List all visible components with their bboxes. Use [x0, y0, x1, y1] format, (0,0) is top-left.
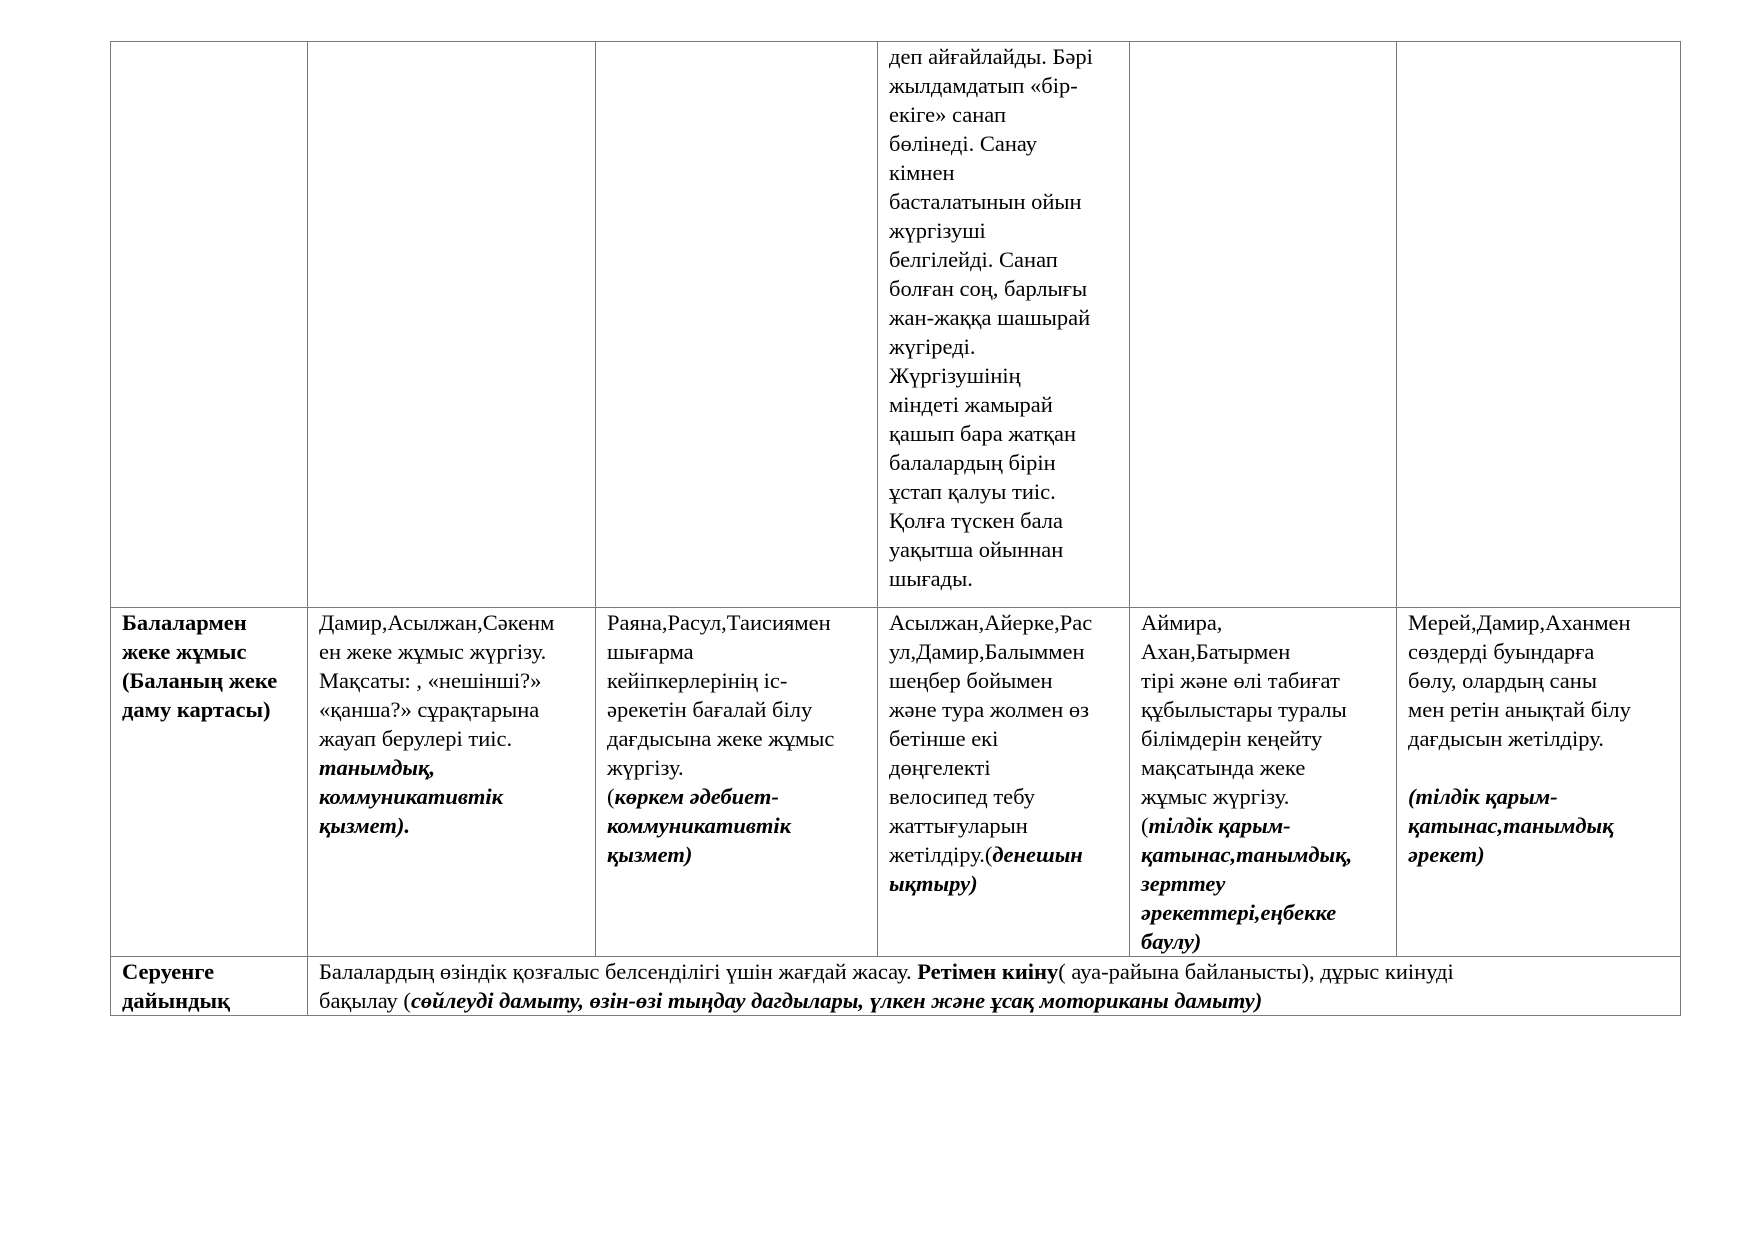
cell-empty [1397, 42, 1681, 608]
text-line: шығарма [607, 639, 694, 664]
activity-tag-line [889, 840, 1119, 869]
cell-empty [1130, 42, 1397, 608]
text-line: бетінше екі [889, 726, 999, 751]
text-line: ул,Дамир,Балыммен [889, 639, 1085, 664]
text-line: жүгіреді. [889, 334, 976, 359]
activity-tag: көркем әдебиет- [614, 784, 779, 809]
text-line: құбылыстары туралы [1141, 697, 1347, 722]
text-fragment: ( ауа-райына байланысты), дұрыс киінуді [1058, 959, 1454, 984]
activity-tag-line [1141, 811, 1386, 840]
activity-tag: қатынас,танымдық [1408, 813, 1614, 838]
text-line: Жүргізушінің [889, 363, 1021, 388]
activity-tag: қызмет) [607, 842, 693, 867]
table-row [111, 42, 1681, 608]
text-line: Мерей,Дамир,Аханмен [1408, 610, 1631, 635]
activity-tag: қызмет). [319, 813, 410, 838]
text-line: «қанша?» сұрақтарына [319, 697, 540, 722]
label-line: дайындық [122, 988, 231, 1013]
activity-tag: тілдік қарым- [1148, 813, 1291, 838]
text-line: жүргізу. [607, 755, 684, 780]
text-line: міндеті жамырай [889, 392, 1053, 417]
text-line: Қолға түскен бала [889, 508, 1063, 533]
activity-tag: қатынас,танымдық, [1141, 842, 1353, 867]
activity-tag: ықтыру) [889, 871, 978, 896]
activity-tag: зерттеу [1141, 871, 1226, 896]
text-line: сөздерді буындарға [1408, 639, 1595, 664]
text-line: шығады. [889, 566, 973, 591]
label-line: даму картасы) [122, 697, 271, 722]
text-line: велосипед тебу [889, 784, 1036, 809]
text-line: жаттығуларын [889, 813, 1028, 838]
activity-tag: коммуникативтік [319, 784, 504, 809]
text-line: басталатынын ойын [889, 189, 1082, 214]
blank-line [1408, 753, 1670, 782]
text-line: дағдысына жеке жұмыс [607, 726, 835, 751]
text-line: Аймира, [1141, 610, 1223, 635]
activity-tag: әрекет) [1408, 842, 1485, 867]
activity-tag: коммуникативтік [607, 813, 792, 838]
individual-work-cell-1 [308, 608, 596, 957]
game-description-cell [878, 42, 1130, 608]
text-line: ен жеке жұмыс жүргізу. [319, 639, 547, 664]
cell-empty [308, 42, 596, 608]
individual-work-cell-2 [596, 608, 878, 957]
walk-prep-cell [308, 957, 1681, 1016]
activity-tag: баулу) [1141, 929, 1202, 954]
activity-tag: денешын [992, 842, 1083, 867]
text-line: тірі және өлі табиғат [1141, 668, 1340, 693]
cell-empty [596, 42, 878, 608]
text-line: уақытша ойыннан [889, 537, 1064, 562]
text-line: жүргізуші [889, 218, 986, 243]
text-line: мен ретін анықтай білу [1408, 697, 1631, 722]
individual-work-cell-5 [1397, 608, 1681, 957]
activity-tag: танымдық, [319, 755, 436, 780]
table-row [111, 608, 1681, 957]
label-line: Балалармен [122, 610, 247, 635]
text-line: дөңгелекті [889, 755, 991, 780]
text-line: бөлу, олардың саны [1408, 668, 1597, 693]
label-line: Серуенге [122, 959, 215, 984]
text-line: шеңбер бойымен [889, 668, 1053, 693]
text-line: жауап берулері тиіс. [319, 726, 513, 751]
text-line: жан-жаққа шашырай [889, 305, 1091, 330]
text-line [319, 957, 1670, 986]
text-line: балалардың бірін [889, 450, 1056, 475]
activity-tag-line [607, 782, 867, 811]
text-line: әрекетін бағалай білу [607, 697, 813, 722]
text-line [319, 986, 1670, 1015]
activity-tag: әрекеттері,еңбекке [1141, 900, 1337, 925]
text-line: Ахан,Батырмен [1141, 639, 1291, 664]
individual-work-cell-3 [878, 608, 1130, 957]
text-line: ұстап қалуы тиіс. [889, 479, 1056, 504]
text-line: Дамир,Асылжан,Сәкенм [319, 610, 555, 635]
text-line: Мақсаты: , «нешінші?» [319, 668, 542, 693]
activity-tag: (тілдік қарым- [1408, 784, 1558, 809]
text-fragment: бақылау ( [319, 988, 411, 1013]
text-line: Раяна,Расул,Таисиямен [607, 610, 831, 635]
text-line: білімдерін кеңейту [1141, 726, 1323, 751]
text-line: екіге» санап [889, 102, 1006, 127]
table-row [111, 957, 1681, 1016]
label-line: (Баланың жеке [122, 668, 278, 693]
individual-work-cell-4 [1130, 608, 1397, 957]
text-line: болған соң, барлығы [889, 276, 1088, 301]
text-line: Асылжан,Айерке,Рас [889, 610, 1093, 635]
paren: ( [607, 784, 615, 809]
row-label-walk-prep [111, 957, 308, 1016]
text-line: жұмыс жүргізу. [1141, 784, 1290, 809]
label-cell-empty [111, 42, 308, 608]
text-line: дағдысын жетілдіру. [1408, 726, 1604, 751]
text-line: жылдамдатып «бір- [889, 73, 1078, 98]
label-line: жеке жұмыс [122, 639, 247, 664]
text-line: мақсатында жеке [1141, 755, 1306, 780]
text-line: бөлінеді. Санау [889, 131, 1037, 156]
activity-tag: сөйлеуді дамыту, өзін-өзі тыңдау дагдылары, үлкен және ұсақ моториканы дамыту) [410, 988, 1263, 1013]
text-line: деп айғайлайды. Бәрі [889, 44, 1093, 69]
emphasis: Ретімен киіну [917, 959, 1059, 984]
row-label-individual-work [111, 608, 308, 957]
text-line: қашып бара жатқан [889, 421, 1077, 446]
text-fragment: Балалардың өзіндік қозғалыс белсенділігі үшін жағдай жасау. [319, 959, 918, 984]
text-line: белгілейді. Санап [889, 247, 1058, 272]
paren: ( [1141, 813, 1149, 838]
text-line: кейіпкерлерінің іс- [607, 668, 788, 693]
text-fragment: жетілдіру.( [889, 842, 993, 867]
text-line: кімнен [889, 160, 955, 185]
schedule-table [110, 41, 1681, 1016]
text-line: және тура жолмен өз [889, 697, 1090, 722]
